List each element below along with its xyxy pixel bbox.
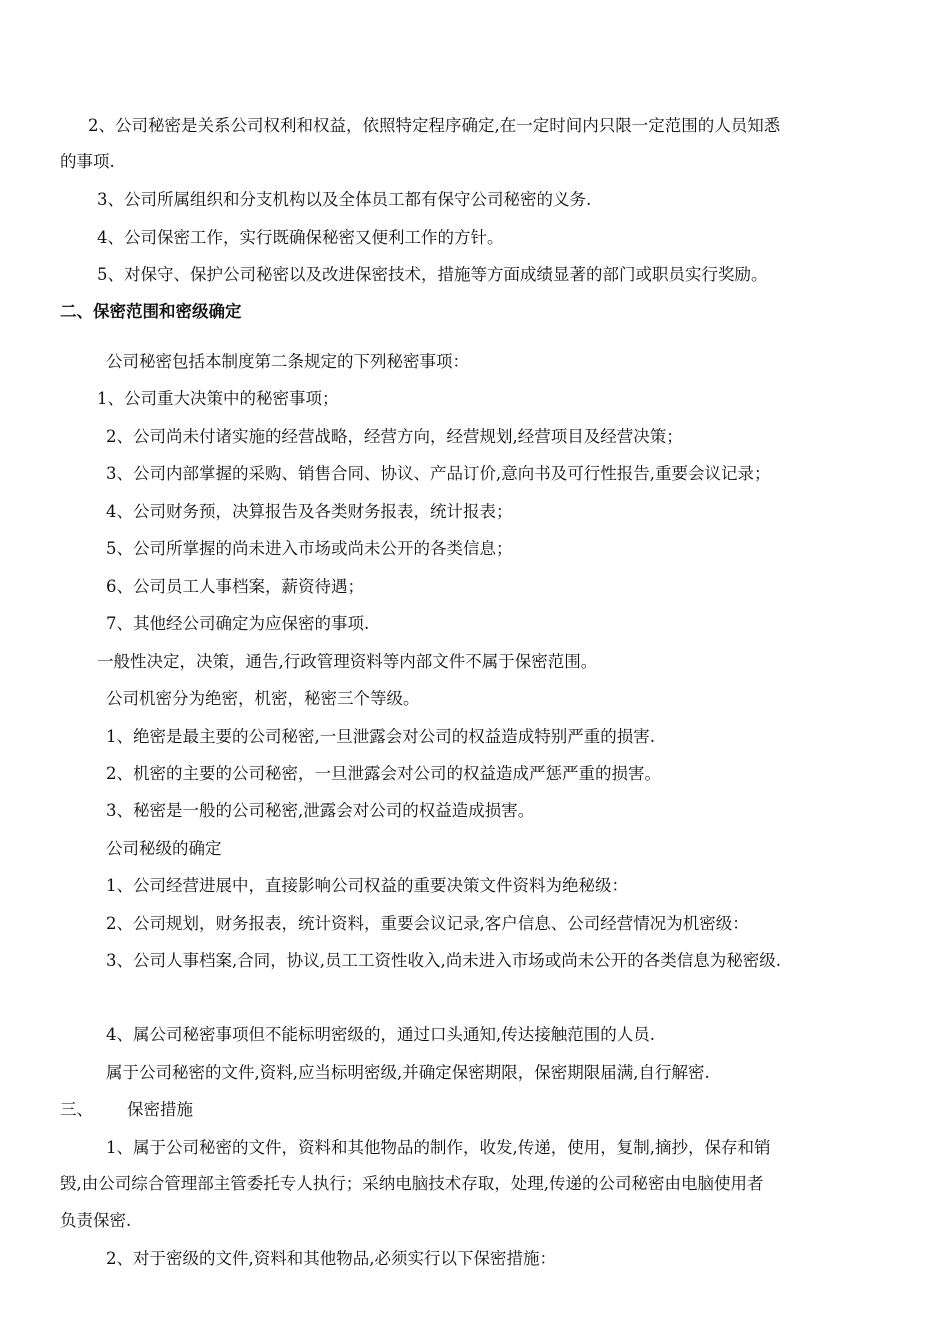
sec3-item1-line2: 毁,由公司综合管理部主管委托专人执行；采纳电脑技术存取，处理,传递的公司秘密由电脑使用者 <box>60 1174 764 1193</box>
determination-4: 4、属公司秘密事项但不能标明密级的，通过口头通知,传达接触范围的人员. <box>106 1025 655 1044</box>
sec1-item2-line2: 的事项. <box>60 152 115 171</box>
scope-item-6: 6、公司员工人事档案，薪资待遇； <box>106 577 364 596</box>
scope-item-2: 2、公司尚未付诸实施的经营战略，经营方向，经营规划,经营项目及经营决策； <box>106 427 683 446</box>
sec3-item2: 2、对于密级的文件,资料和其他物品,必须实行以下保密措施： <box>106 1249 556 1268</box>
level-2: 2、机密的主要的公司秘密，一旦泄露会对公司的权益造成严惩严重的损害。 <box>106 764 661 783</box>
level-3: 3、秘密是一般的公司秘密,泄露会对公司的权益造成损害。 <box>106 801 535 820</box>
marking-rule: 属于公司秘密的文件,资料,应当标明密级,并确定保密期限，保密期限届满,自行解密. <box>106 1063 710 1082</box>
sec1-item5: 5、对保守、保护公司秘密以及改进保密技术，措施等方面成绩显著的部门或职员实行奖励。 <box>97 265 768 284</box>
section3-heading <box>60 1100 193 1120</box>
scope-item-7: 7、其他经公司确定为应保密的事项. <box>106 614 370 633</box>
scope-exclusion: 一般性决定，决策，通告,行政管理资料等内部文件不属于保密范围。 <box>97 652 598 671</box>
sec1-item2-line1: 2、公司秘密是关系公司权利和权益，依照特定程序确定,在一定时间内只限一定范围的人员知悉 <box>88 116 781 135</box>
sec1-item4: 4、公司保密工作，实行既确保秘密又便利工作的方针。 <box>97 228 504 247</box>
level-1: 1、绝密是最主要的公司秘密,一旦泄露会对公司的权益造成特别严重的损害. <box>106 727 655 746</box>
section2-heading: 二、保密范围和密级确定 <box>60 302 242 321</box>
scope-item-1: 1、公司重大决策中的秘密事项； <box>97 389 339 408</box>
section3-heading-text: 保密措施 <box>127 1100 193 1119</box>
scope-item-4: 4、公司财务预，决算报告及各类财务报表，统计报表； <box>106 502 513 521</box>
scope-intro: 公司秘密包括本制度第二条规定的下列秘密事项： <box>106 352 469 371</box>
scope-item-3: 3、公司内部掌握的采购、销售合同、协议、产品订价,意向书及可行性报告,重要会议记录； <box>106 464 771 483</box>
sec3-item1-line3: 负责保密. <box>60 1211 132 1230</box>
determination-3: 3、公司人事档案,合同，协议,员工工资性收入,尚未进入市场或尚未公开的各类信息为秘密级. <box>106 951 781 970</box>
scope-item-5: 5、公司所掌握的尚未进入市场或尚未公开的各类信息； <box>106 539 513 558</box>
sec1-item3: 3、公司所属组织和分支机构以及全体员工都有保守公司秘密的义务. <box>97 190 592 209</box>
section3-heading-number: 三、 <box>60 1100 93 1119</box>
determination-2: 2、公司规划，财务报表，统计资料，重要会议记录,客户信息、公司经营情况为机密级： <box>106 914 749 933</box>
sec3-item1-line1: 1、属于公司秘密的文件，资料和其他物品的制作，收发,传递，使用，复制,摘抄，保存和销 <box>106 1138 771 1157</box>
determination-1: 1、公司经营进展中，直接影响公司权益的重要决策文件资料为绝秘级： <box>106 876 628 895</box>
determination-title: 公司秘级的确定 <box>106 839 222 858</box>
levels-intro: 公司机密分为绝密，机密，秘密三个等级。 <box>106 689 420 708</box>
